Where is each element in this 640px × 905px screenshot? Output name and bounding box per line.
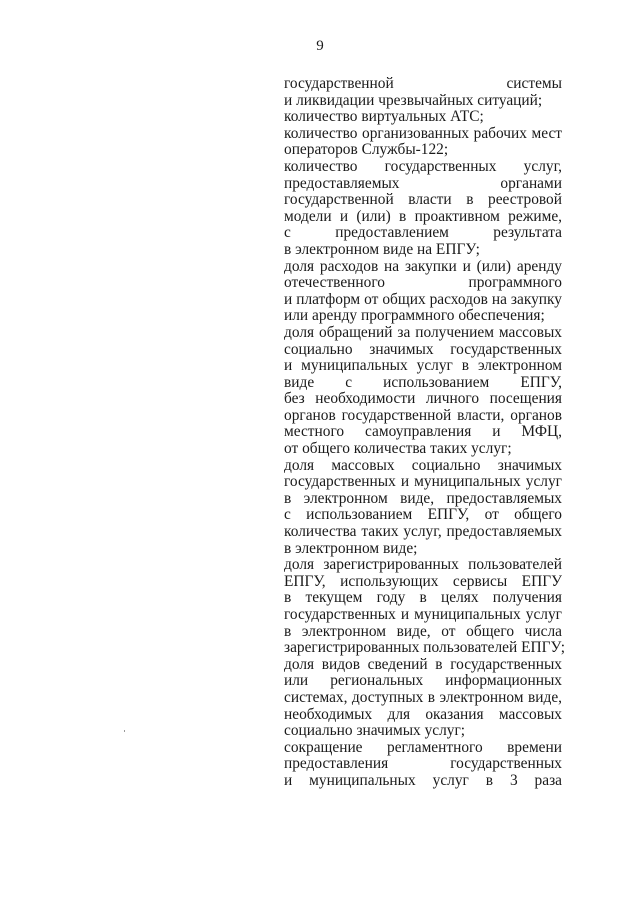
text-line: доля видов сведений в государственных (284, 656, 562, 673)
text-line: виде с использованием ЕПГУ, (284, 374, 562, 391)
text-line: ЕПГУ, использующих сервисы ЕПГУ (284, 573, 562, 590)
text-line: предоставляемых органами (284, 175, 562, 192)
text-line: отечественного программного (284, 275, 562, 292)
text-line: количества таких услуг, предоставляемых (284, 524, 562, 541)
text-line: государственных и муниципальных услуг (284, 607, 562, 623)
page-number: 9 (316, 38, 324, 54)
text-line: количество государственных услуг, (284, 158, 562, 175)
text-line: в электронном виде, от общего числа (284, 623, 562, 640)
text-line: зарегистрированных пользователей ЕПГУ; (284, 639, 566, 657)
text-line: и платформ от общих расходов на закупку (284, 291, 562, 308)
text-line: и ликвидации чрезвычайных ситуаций; (284, 91, 543, 109)
text-line: количество виртуальных АТС; (284, 108, 484, 126)
text-line: от общего количества таких услуг; (284, 440, 512, 458)
text-line: модели и (или) в проактивном режиме, (284, 208, 562, 225)
text-line: в электронном виде на ЕПГУ; (284, 240, 480, 258)
text-line: социально значимых услуг; (284, 722, 466, 740)
text-line: количество организованных рабочих мест (284, 125, 562, 142)
text-line: в электронном виде; (284, 539, 418, 557)
text-line: в электронном виде, предоставляемых (284, 490, 562, 507)
text-line: сокращение регламентного времени (284, 739, 562, 756)
text-line: операторов Службы-122; (284, 141, 449, 159)
text-line: системах, доступных в электронном виде, (284, 689, 562, 706)
text-line: местного самоуправления и МФЦ, (284, 424, 562, 441)
document-body (284, 76, 566, 790)
text-line: с использованием ЕПГУ, от общего (284, 507, 562, 524)
text-line: государственной власти в реестровой (284, 192, 562, 209)
text-line: доля расходов на закупки и (или) аренду (284, 258, 562, 275)
text-line: с предоставлением результата (284, 225, 562, 242)
text-line: доля зарегистрированных пользователей (284, 557, 562, 574)
text-line: государственной системы (284, 76, 562, 92)
text-line: и муниципальных услуг в электронном (284, 358, 562, 375)
text-line: государственных и муниципальных услуг (284, 474, 562, 491)
text-line: или региональных информационных (284, 673, 562, 690)
text-line: необходимых для оказания массовых (284, 706, 562, 723)
text-line: в текущем году в целях получения (284, 590, 562, 607)
scan-speck (124, 730, 125, 732)
text-line: доля массовых социально значимых (284, 457, 562, 474)
text-line: органов государственной власти, органов (284, 407, 562, 424)
text-line: социально значимых государственных (284, 341, 562, 358)
text-line: без необходимости личного посещения (284, 391, 562, 408)
text-line: или аренду программного обеспечения; (284, 307, 545, 325)
text-line: доля обращений за получением массовых (284, 324, 562, 341)
text-line: предоставления государственных (284, 756, 562, 773)
text-line: и муниципальных услуг в 3 раза (284, 772, 562, 789)
